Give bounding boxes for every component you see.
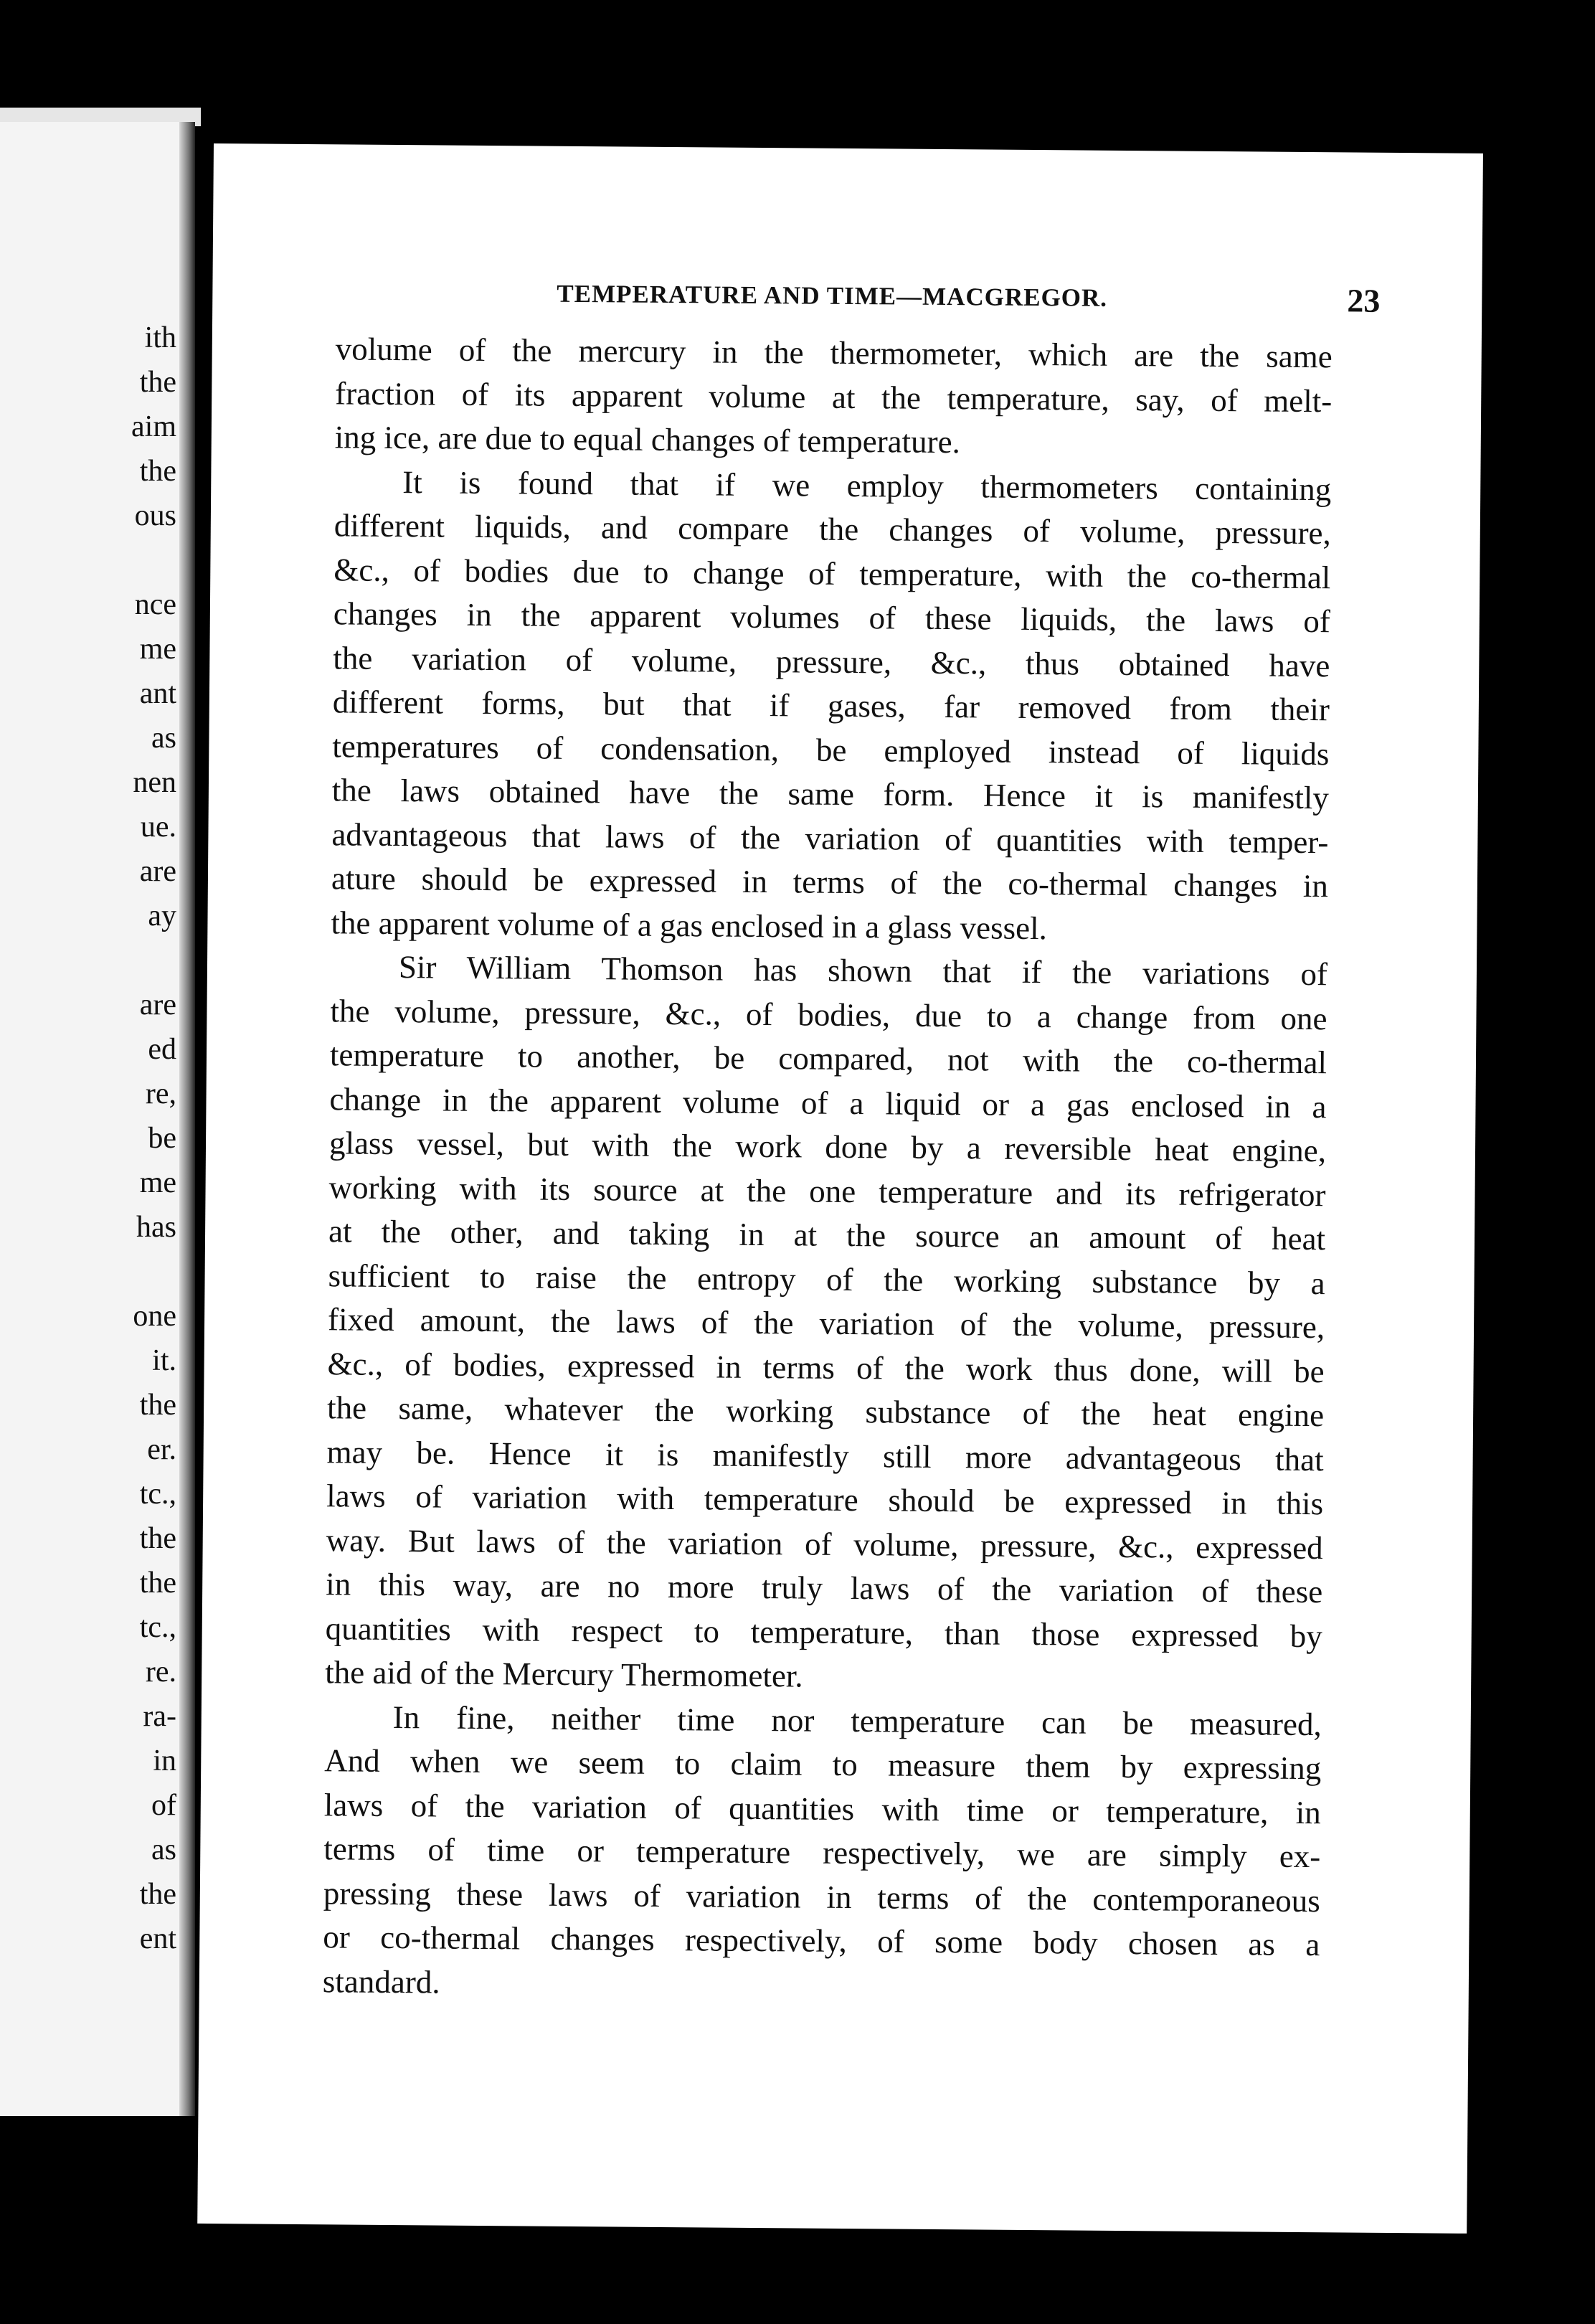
text-line: pressing these laws of variation in terms of the contemporaneous xyxy=(323,1874,1321,1919)
text-line: &c., of bodies due to change of temperature, with the co-thermal xyxy=(333,551,1331,595)
left-page-text xyxy=(11,316,176,1961)
text-line: temperature to another, be compared, not with the co-thermal xyxy=(329,1036,1327,1081)
text-line: quantities with respect to temperature, than those expressed by xyxy=(325,1610,1322,1654)
paragraph xyxy=(335,327,1333,467)
left-page-fragment: nen xyxy=(133,766,176,799)
text-line: the laws obtained have the same form. Hence it is manifestly xyxy=(331,772,1330,816)
left-page-fragment: are xyxy=(139,988,176,1021)
book-page xyxy=(197,143,1483,2234)
text-line: different forms, but that if gases, far removed from their xyxy=(332,684,1330,728)
text-line: the volume, pressure, &c., of bodies, due to a change from one xyxy=(330,992,1327,1036)
left-page-fragment: nce xyxy=(134,588,176,621)
left-page-fragment: er. xyxy=(147,1433,176,1466)
paragraph xyxy=(323,1695,1322,2011)
left-page-fragment: in xyxy=(153,1744,176,1777)
text-line: fraction of its apparent volume at the temperature, say, of melt- xyxy=(335,374,1333,419)
text-line: In fine, neither time nor temperature can be measured, xyxy=(392,1699,1322,1742)
left-page-fragment: me xyxy=(139,1166,176,1199)
text-line: way. But laws of the variation of volume, pressure, &c., expressed xyxy=(326,1521,1323,1566)
text-line: in this way, are no more truly laws of the variation of these xyxy=(326,1566,1323,1610)
text-line: It is found that if we employ thermometers containing xyxy=(402,463,1332,507)
text-line: working with its source at the one temperature and its refrigerator xyxy=(328,1168,1326,1213)
text-line: fixed amount, the laws of the variation of the volume, pressure, xyxy=(327,1301,1325,1346)
page-gutter-shadow xyxy=(179,122,195,2116)
left-page-fragment: one xyxy=(133,1300,176,1333)
left-page-fragment: me xyxy=(139,633,176,666)
text-line: advantageous that laws of the variation of quantities with temper- xyxy=(331,816,1329,860)
left-page-fragment: ous xyxy=(134,499,176,532)
left-page-fragment: the xyxy=(139,1567,176,1600)
left-page-fragment: ay xyxy=(148,899,176,932)
text-line: standard. xyxy=(322,1962,440,2001)
left-page-fragment: the xyxy=(139,455,176,488)
paragraph xyxy=(325,945,1327,1702)
text-line: volume of the mercury in the thermometer, which are the same xyxy=(335,331,1333,375)
text-line: ature should be expressed in terms of the co-thermal changes in xyxy=(331,860,1329,904)
left-page-fragment: re. xyxy=(145,1655,176,1688)
left-page-fragment: ed xyxy=(148,1033,176,1066)
text-line: may be. Hence it is manifestly still more advantageous that xyxy=(326,1433,1324,1478)
text-line: sufficient to raise the entropy of the working substance by a xyxy=(328,1257,1325,1301)
text-line: different liquids, and compare the changes of volume, pressure, xyxy=(333,507,1331,552)
left-page-fragment: tc., xyxy=(139,1478,176,1511)
left-page-fragment: ith xyxy=(144,321,176,354)
text-line: at the other, and taking in at the source an amount of heat xyxy=(328,1213,1326,1257)
text-line: the apparent volume of a gas enclosed in a glass vessel. xyxy=(331,904,1048,946)
left-page-fragment: the xyxy=(139,1878,176,1911)
left-page-fragment: as xyxy=(151,722,176,755)
page-number: 23 xyxy=(1347,282,1381,319)
left-page-fragment xyxy=(11,1250,176,1294)
text-line: change in the apparent volume of a liquid or a gas enclosed in a xyxy=(329,1080,1327,1125)
text-line: the same, whatever the working substance of the heat engine xyxy=(326,1389,1325,1434)
left-page-fragment: it. xyxy=(152,1344,176,1377)
left-page-fragment: ue. xyxy=(140,811,176,844)
left-page-fragment: ent xyxy=(139,1922,176,1955)
left-page-fragment: of xyxy=(151,1789,176,1822)
left-page-fragment: ant xyxy=(139,677,176,710)
text-line: or co-thermal changes respectively, of some body chosen as a xyxy=(323,1919,1320,1963)
left-page-fragment: tc., xyxy=(139,1611,176,1644)
left-page-fragment: the xyxy=(139,1389,176,1422)
left-page-fragment xyxy=(11,938,176,983)
text-line: ing ice, are due to equal changes of temperature. xyxy=(334,419,961,460)
left-facing-page xyxy=(0,122,195,2116)
left-page-fragment: be xyxy=(148,1122,176,1155)
text-line: laws of variation with temperature should be expressed in this xyxy=(326,1478,1324,1522)
text-line: &c., of bodies, expressed in terms of the work thus done, will be xyxy=(327,1345,1325,1389)
paragraph xyxy=(331,460,1331,953)
text-line: glass vessel, but with the work done by a reversible heat engine, xyxy=(328,1125,1327,1169)
text-line: Sir William Thomson has shown that if the variations of xyxy=(398,949,1328,993)
running-head xyxy=(521,275,1381,331)
left-page-fragment: the xyxy=(139,366,176,399)
text-line: laws of the variation of quantities with time or temperature, in xyxy=(323,1786,1321,1831)
running-title: TEMPERATURE AND TIME—MACGREGOR. xyxy=(557,279,1108,312)
left-page-fragment xyxy=(11,538,176,582)
left-page-fragment: are xyxy=(139,855,176,888)
text-line: terms of time or temperature respectively, we are simply ex- xyxy=(323,1831,1321,1875)
body-text xyxy=(323,327,1333,2011)
left-page-fragment: as xyxy=(151,1833,176,1866)
left-page-fragment: the xyxy=(139,1522,176,1555)
text-line: changes in the apparent volumes of these liquids, the laws of xyxy=(333,595,1331,640)
left-page-fragment: aim xyxy=(131,410,176,443)
text-line: temperatures of condensation, be employed instead of liquids xyxy=(332,727,1330,772)
left-page-fragment: ra- xyxy=(143,1700,176,1733)
left-page-fragment: has xyxy=(136,1211,176,1244)
text-line: the aid of the Mercury Thermometer. xyxy=(325,1654,803,1694)
text-line: the variation of volume, pressure, &c., thus obtained have xyxy=(333,639,1330,684)
left-page-fragment: re, xyxy=(145,1077,176,1110)
text-line: And when we seem to claim to measure them by expressing xyxy=(324,1742,1322,1787)
